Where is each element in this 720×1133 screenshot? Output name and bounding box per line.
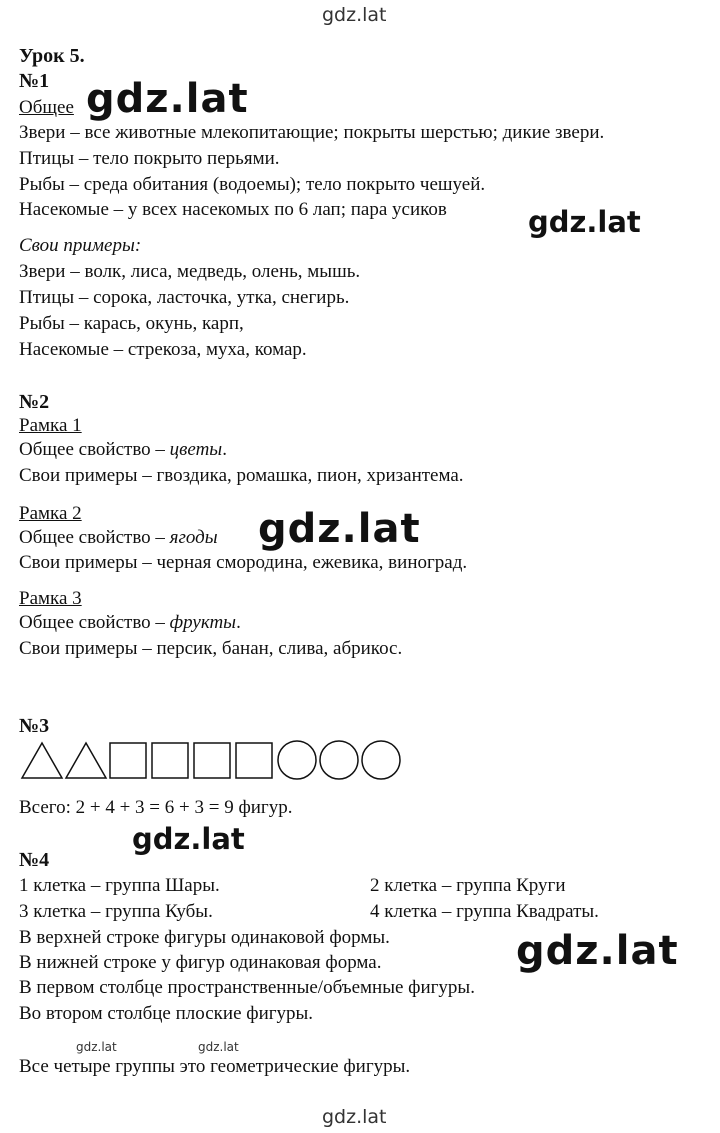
task4-line-2: В нижней строке у фигур одинаковая форма. bbox=[19, 952, 382, 973]
task1-common-line-1: Звери – все животные млекопитающие; покрыты шерстью; дикие звери. bbox=[19, 122, 605, 143]
task1-number: №1 bbox=[19, 70, 50, 92]
task1-common-line-3: Рыбы – среда обитания (водоемы); тело покрыто чешуей. bbox=[19, 174, 486, 195]
task1-example-line-2: Птицы – сорока, ласточка, утка, снегирь. bbox=[19, 287, 350, 308]
task1-example-line-1: Звери – волк, лиса, медведь, олень, мышь. bbox=[19, 261, 361, 282]
frame3-examples: Свои примеры – персик, банан, слива, абрикос. bbox=[19, 638, 403, 659]
watermark-2: gdz.lat bbox=[528, 205, 641, 239]
frame1-property-prefix: Общее свойство – bbox=[19, 439, 170, 460]
frame2-examples: Свои примеры – черная смородина, ежевика, виноград. bbox=[19, 552, 468, 573]
watermark-tiny-2: gdz.lat bbox=[198, 1040, 239, 1054]
shape-square-3 bbox=[110, 743, 146, 778]
task1-common-label: Общее bbox=[19, 97, 74, 118]
task4-number: №4 bbox=[19, 849, 50, 871]
frame1-label: Рамка 1 bbox=[19, 415, 82, 436]
watermark-5: gdz.lat bbox=[516, 928, 679, 974]
frame1-property-suffix: . bbox=[222, 439, 227, 460]
task3-number: №3 bbox=[19, 715, 50, 737]
task1-example-line-4: Насекомые – стрекоза, муха, комар. bbox=[19, 339, 307, 360]
task1-example-line-3: Рыбы – карась, окунь, карп, bbox=[19, 313, 244, 334]
task1-common-line-4: Насекомые – у всех насекомых по 6 лап; пара усиков bbox=[19, 199, 447, 220]
shape-circle-7 bbox=[278, 741, 316, 779]
task3-total: Всего: 2 + 4 + 3 = 6 + 3 = 9 фигур. bbox=[19, 797, 293, 818]
task2-number: №2 bbox=[19, 391, 50, 413]
frame2-property-prefix: Общее свойство – bbox=[19, 527, 170, 548]
shapes-row bbox=[19, 738, 419, 782]
task4-line-4: Во втором столбце плоские фигуры. bbox=[19, 1003, 314, 1024]
watermark-top: gdz.lat bbox=[322, 4, 387, 26]
task4-line-1: В верхней строке фигуры одинаковой формы. bbox=[19, 927, 390, 948]
watermark-1: gdz.lat bbox=[86, 76, 249, 122]
task1-common-line-2: Птицы – тело покрыто перьями. bbox=[19, 148, 280, 169]
task4-conclusion: Все четыре группы это геометрические фигуры. bbox=[19, 1056, 411, 1077]
frame2-label: Рамка 2 bbox=[19, 503, 82, 524]
shape-square-6 bbox=[236, 743, 272, 778]
shape-triangle-2 bbox=[66, 743, 106, 778]
frame3-property-suffix: . bbox=[236, 612, 241, 633]
task4-cell-1: 1 клетка – группа Шары. bbox=[19, 875, 220, 896]
frame2-property-value: ягоды bbox=[169, 527, 218, 548]
task4-cell-2: 2 клетка – группа Круги bbox=[370, 875, 566, 896]
frame3-property-prefix: Общее свойство – bbox=[19, 612, 170, 633]
watermark-3: gdz.lat bbox=[258, 506, 421, 552]
frame3-property bbox=[19, 611, 241, 635]
watermark-tiny-1: gdz.lat bbox=[76, 1040, 117, 1054]
shape-square-5 bbox=[194, 743, 230, 778]
shape-circle-8 bbox=[320, 741, 358, 779]
frame1-property-value: цветы bbox=[169, 439, 223, 460]
task4-cell-4: 4 клетка – группа Квадраты. bbox=[370, 901, 599, 922]
task1-examples-label: Свои примеры: bbox=[19, 235, 142, 256]
frame2-property bbox=[19, 526, 218, 550]
frame1-examples: Свои примеры – гвоздика, ромашка, пион, хризантема. bbox=[19, 465, 464, 486]
shape-circle-9 bbox=[362, 741, 400, 779]
task4-cell-3: 3 клетка – группа Кубы. bbox=[19, 901, 213, 922]
shape-square-4 bbox=[152, 743, 188, 778]
shape-triangle-1 bbox=[22, 743, 62, 778]
frame3-label: Рамка 3 bbox=[19, 588, 82, 609]
frame1-property bbox=[19, 438, 227, 462]
task4-line-3: В первом столбце пространственные/объемные фигуры. bbox=[19, 977, 475, 998]
watermark-4: gdz.lat bbox=[132, 822, 245, 856]
watermark-bottom: gdz.lat bbox=[322, 1106, 387, 1128]
frame3-property-value: фрукты bbox=[169, 612, 237, 633]
lesson-title: Урок 5. bbox=[19, 45, 85, 67]
